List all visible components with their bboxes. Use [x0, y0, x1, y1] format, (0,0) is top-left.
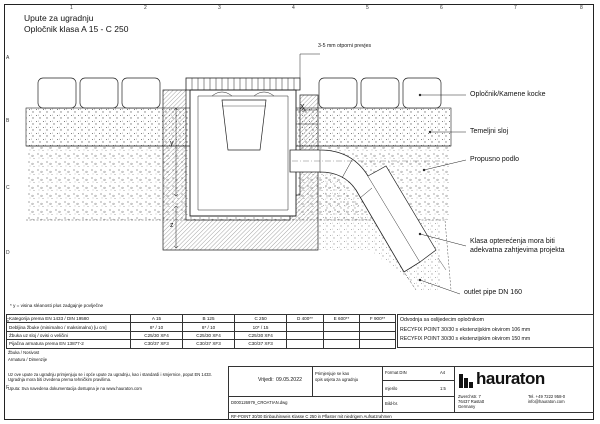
class-c250: C 250 [235, 315, 287, 323]
valid-label: Vrijedi: [258, 377, 274, 383]
cover-annotation: Opločnik/Kamene kocke [470, 91, 546, 98]
address-line1: Zwerchstr. 7 [458, 394, 481, 399]
grid-row-f: F [6, 385, 10, 391]
title-block-divider-2 [312, 366, 313, 396]
footnote: * y = visina sléanosti plus zadgajnje povlječne [10, 303, 104, 308]
row3-a15: C30/37 XF3 [131, 340, 183, 348]
format-value: A4 [440, 370, 446, 375]
title-block-divider-4 [454, 366, 455, 412]
row-group-label-2: Armatura / Dimenzije [8, 357, 48, 362]
company-email: info@hauraton.com [528, 399, 565, 404]
grid-col-8: 8 [580, 5, 583, 11]
row1-b125: 8* / 10 [183, 323, 235, 331]
row3-label: Pijačna armatura prema EN 13877-2 [7, 340, 131, 348]
row3-d400 [287, 340, 324, 348]
concrete-annotation-line2: adekvatna zahtjevima projekta [470, 247, 565, 254]
grid-col-4: 4 [292, 5, 295, 11]
row1-d400 [287, 323, 324, 331]
dimension-x-label: X [300, 104, 305, 111]
grid-row-b: B [6, 118, 10, 124]
row3-e600 [323, 340, 359, 348]
row1-f900 [360, 323, 396, 331]
class-a15: A 15 [131, 315, 183, 323]
row2-e600 [323, 331, 359, 339]
sheet-label: Bild-br. [385, 401, 399, 406]
drawing-title-line2: Opločnik klasa A 15 - C 250 [24, 24, 129, 34]
class-e600: E 600** [323, 315, 359, 323]
general-note: Uz ove upute za ugradnju primjenjuju se i opće upute za ugradnju, kao i standardi i smjernice, poput EN 1433. Ugradnja mora biti izvedena prema tehničkim pravilima. [8, 372, 212, 382]
drawing-date: 09.05.2022 [276, 377, 302, 383]
row3-b125: C30/37 XF3 [183, 340, 235, 348]
title-block-hline-4 [382, 396, 454, 397]
row-group-label-1: Žbuka / Nosivost [8, 350, 40, 355]
scale-label: mjerilo [385, 386, 398, 391]
grid-col-7: 7 [514, 5, 517, 11]
row2-a15: C25/30 XF4 [131, 331, 183, 339]
grid-row-c: C [6, 185, 10, 191]
applications-title: Odvodnja sa oslijedecim opločnikom [400, 317, 484, 323]
address-line3: Germany [458, 404, 476, 409]
row3-f900 [360, 340, 396, 348]
grid-col-5: 5 [366, 5, 369, 11]
company-logo-text: hauraton [476, 369, 545, 388]
base-annotation: Temeljni sloj [470, 128, 509, 135]
grid-col-1: 1 [70, 5, 73, 11]
class-d400: D 400** [287, 315, 324, 323]
title-block-hline-2 [228, 412, 594, 413]
dimension-y-label: y [170, 140, 174, 147]
grid-row-e: E [6, 318, 10, 324]
grid-col-3: 3 [218, 5, 221, 11]
row2-f900 [360, 331, 396, 339]
spec-table [6, 314, 396, 349]
dimension-z-label: z [170, 222, 174, 229]
grid-row-d: D [6, 250, 10, 256]
subbase-annotation: Propusno podlo [470, 156, 520, 163]
pipe-annotation: outlet pipe DN 160 [464, 289, 522, 296]
document-number: D000126979_CROATIAN.dwg [231, 400, 288, 405]
row3-c250: C30/37 XF3 [235, 340, 287, 348]
row2-d400 [287, 331, 324, 339]
concrete-annotation-line1: Klasa opterećenja mora biti [470, 238, 555, 245]
row1-c250: 10* / 15 [235, 323, 287, 331]
row1-label: Debljina žbuke (minimalno / maksimalno) [u cm] [7, 323, 131, 331]
remark-line2: opis usjeta za ugradnju [315, 377, 359, 382]
spec-header-label: Kategorija prema EN 1433 / DIN 19580 [7, 315, 131, 323]
drawing-title-line1: Upute za ugradnju [24, 13, 94, 23]
scale-value: 1:5 [440, 386, 446, 391]
company-phone: Tel. +49 7222 958-0 [528, 394, 566, 399]
title-block-hline-1 [228, 396, 382, 397]
application-item-2: RECYFIX POINT 30/30 s ekstenzijskim okvirom 150 mm [400, 336, 531, 342]
format-label: Format DIN [385, 370, 407, 375]
grid-col-6: 6 [440, 5, 443, 11]
title-block-divider-3 [382, 366, 383, 412]
grid-row-a: A [6, 55, 10, 61]
general-note-2: Uputa: Sva navedena dokumentacija dostupna je na www.hauraton.com [8, 386, 142, 391]
class-b125: B 125 [183, 315, 235, 323]
class-f900: F 900** [360, 315, 396, 323]
row2-c250: C25/30 XF4 [235, 331, 287, 339]
application-item-1: RECYFIX POINT 30/30 s ekstenzijskim okvirom 106 mm [400, 327, 531, 333]
row1-a15: 8* / 10 [131, 323, 183, 331]
row1-e600 [323, 323, 359, 331]
hauraton-logo-icon [458, 372, 474, 390]
grid-col-2: 2 [144, 5, 147, 11]
row2-b125: C25/30 XF4 [183, 331, 235, 339]
gap-annotation: 3-5 mm otporni prevjes [318, 43, 372, 49]
remark-line1: Primjenjuje se kao [315, 371, 350, 376]
row2-label: Žbuka uz sloj / ovisi o veličini [7, 331, 131, 339]
address-line2: 76437 Rastatt [458, 399, 485, 404]
title-block-hline-3 [382, 380, 454, 381]
drawing-caption: RF-POINT 30/30 Einbauhinweis Klasse C 250 in Pflaster mit niedrigem Aufsatzrahmen [231, 414, 392, 419]
